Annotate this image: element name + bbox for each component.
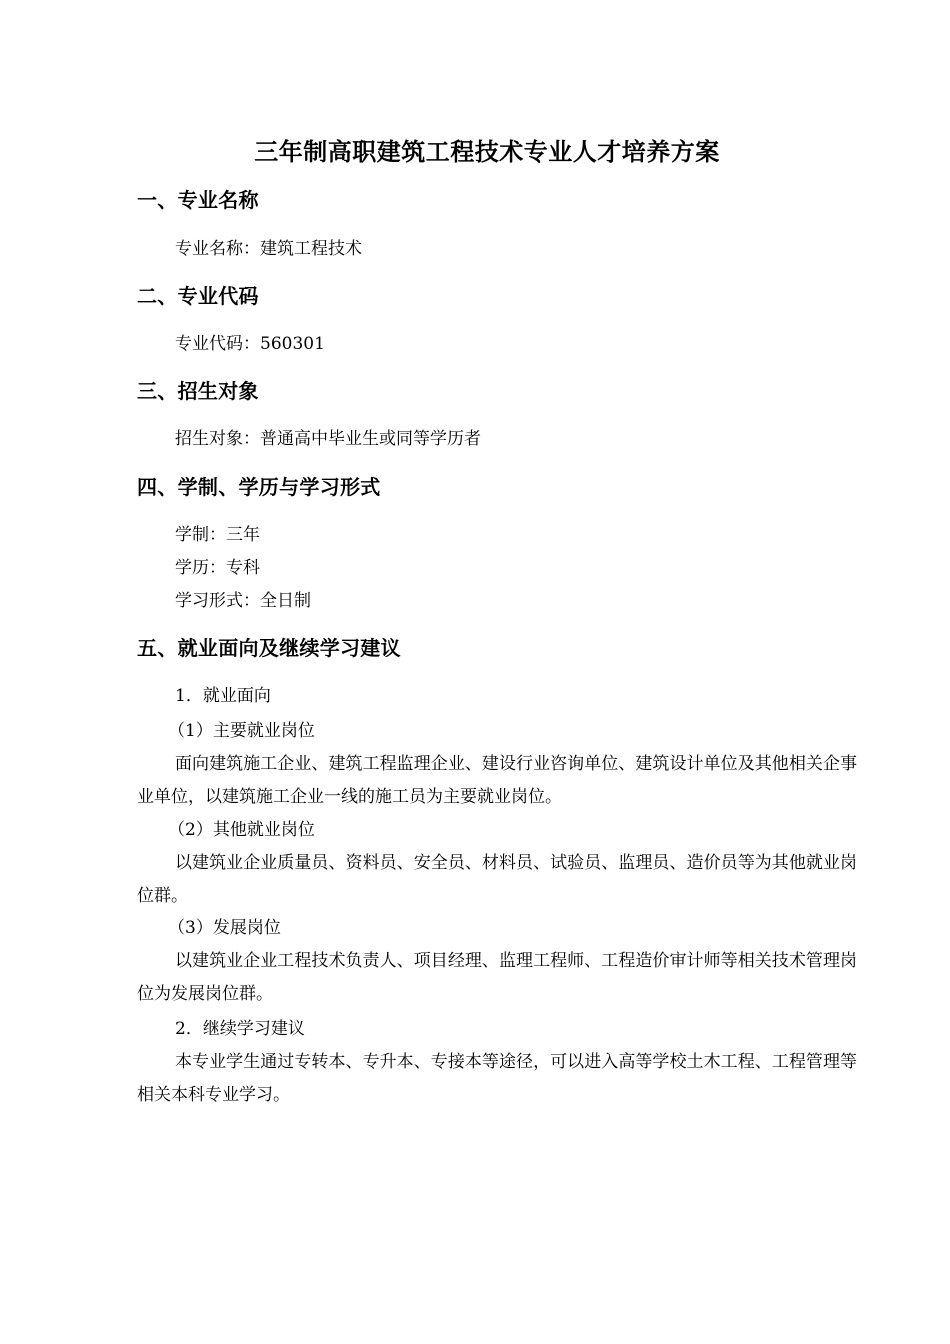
- study-form-line: 学习形式：全日制: [175, 591, 311, 611]
- main-post-title: （1）主要就业岗位: [168, 721, 315, 741]
- other-post-title: （2）其他就业岗位: [168, 820, 315, 840]
- study-subtitle: 2．继续学习建议: [175, 1019, 305, 1039]
- study-paragraph: 本专业学生通过专转本、专升本、专接本等途径，可以进入高等学校土木工程、工程管理等相关本科专业学习。: [137, 1052, 857, 1105]
- document-title: 三年制高职建筑工程技术专业人才培养方案: [254, 138, 720, 166]
- enrollment-line: 招生对象：普通高中毕业生或同等学历者: [175, 429, 481, 449]
- schooling-years-line: 学制：三年: [175, 525, 260, 545]
- dev-post-paragraph: 以建筑业企业工程技术负责人、项目经理、监理工程师、工程造价审计师等相关技术管理岗位为发展岗位群。: [137, 951, 857, 1004]
- section-heading-enrollment: 三、招生对象: [137, 379, 259, 403]
- main-post-paragraph: 面向建筑施工企业、建筑工程监理企业、建设行业咨询单位、建筑设计单位及其他相关企事业单位，以建筑施工企业一线的施工员为主要就业岗位。: [137, 754, 857, 807]
- education-level-line: 学历：专科: [175, 558, 260, 578]
- section-heading-major-name: 一、专业名称: [137, 188, 259, 212]
- section-heading-schooling: 四、学制、学历与学习形式: [137, 475, 381, 499]
- section-heading-employment: 五、就业面向及继续学习建议: [137, 636, 401, 660]
- major-code-line: 专业代码：560301: [175, 334, 325, 354]
- dev-post-title: （3）发展岗位: [168, 918, 281, 938]
- major-name-line: 专业名称：建筑工程技术: [175, 239, 362, 259]
- employment-subtitle: 1．就业面向: [175, 686, 271, 706]
- section-heading-major-code: 二、专业代码: [137, 284, 259, 308]
- other-post-paragraph: 以建筑业企业质量员、资料员、安全员、材料员、试验员、监理员、造价员等为其他就业岗位群。: [137, 853, 857, 906]
